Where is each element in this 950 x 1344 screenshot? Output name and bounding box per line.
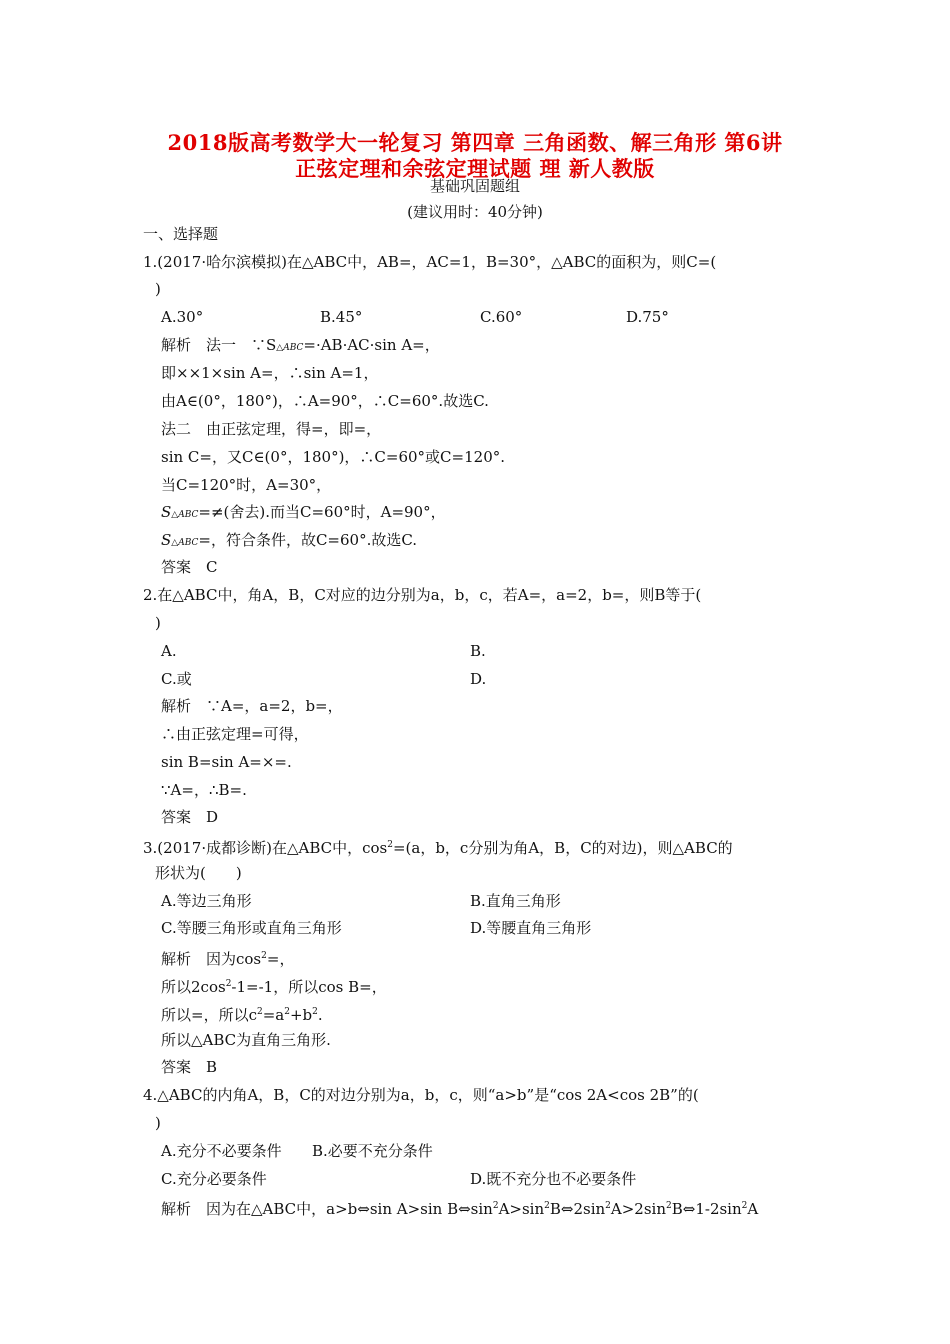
- q1-answer: 答案 C: [161, 558, 218, 576]
- q3-sol1-text-b: =，: [266, 950, 295, 968]
- q3-sol3-text-b: =a: [262, 1006, 285, 1024]
- q4-sol1-sup-1: 2: [492, 1201, 499, 1211]
- document-title-line-1: 2018版高考数学大一轮复习 第四章 三角函数、解三角形 第6讲: [167, 130, 783, 155]
- q1-solution-line-3: 由A∈(0°，180°)，∴A=90°，∴C=60°.故选C.: [161, 392, 489, 410]
- q3-sol2-sup: 2: [225, 979, 232, 989]
- q1-option-d: D.75°: [626, 308, 669, 326]
- q1-option-b: B.45°: [320, 308, 363, 326]
- q2-option-a: A.: [161, 642, 177, 660]
- q1-option-c: C.60°: [480, 308, 523, 326]
- q4-sol1-text-d: A>2sin: [610, 1200, 666, 1218]
- q3-answer: 答案 B: [161, 1058, 218, 1076]
- q3-solution-line-4: 所以△ABC为直角三角形.: [161, 1031, 331, 1049]
- q2-stem-paren: ): [155, 614, 161, 632]
- q1-sol8-s: S: [161, 531, 172, 549]
- q4-solution-line-1: [161, 1196, 758, 1219]
- q2-answer: 答案 D: [161, 808, 219, 826]
- q2-solution-line-3: sin B=sin A=×=.: [161, 753, 292, 771]
- suggested-time: (建议用时：40分钟): [407, 203, 543, 221]
- q3-option-a: A.等边三角形: [161, 892, 252, 910]
- q3-option-b: B.直角三角形: [470, 892, 561, 910]
- q1-option-a: A.30°: [161, 308, 204, 326]
- q3-stem-text-a: 3.(2017·成都诊断)在△ABC中，cos: [143, 839, 388, 857]
- q1-sol8-subscript: △ABC: [171, 538, 199, 548]
- q1-sol7-subscript: △ABC: [171, 510, 199, 520]
- q4-sol1-text-f: A: [747, 1200, 759, 1218]
- q4-sol1-sup-5: 2: [741, 1201, 748, 1211]
- q2-option-b: B.: [470, 642, 486, 660]
- q3-sol3-text-a: 所以=，所以c: [161, 1006, 257, 1024]
- q3-sol3-sup-3: 2: [312, 1007, 318, 1017]
- q4-stem: 4.△ABC的内角A，B，C的对边分别为a，b，c，则“a>b”是“cos 2A<cos 2B”的(: [143, 1086, 699, 1104]
- q4-option-a: A.充分不必要条件: [161, 1142, 282, 1160]
- q3-option-c: C.等腰三角形或直角三角形: [161, 919, 342, 937]
- q3-sol3-sup-1: 2: [256, 1007, 263, 1017]
- q4-stem-paren: ): [155, 1114, 161, 1132]
- q4-sol1-text-e: B⇔1-2sin: [671, 1200, 742, 1218]
- q1-solution-line-4: 法二 由正弦定理，得=，即=，: [161, 420, 382, 438]
- q1-sol1-text-b: =·AB·AC·sin A=，: [303, 336, 440, 354]
- q1-solution-line-2: 即××1×sin A=，∴sin A=1，: [161, 364, 379, 382]
- q2-option-c: C.或: [161, 670, 192, 688]
- q3-stem-text-b: =(a，b，c分别为角A，B，C的对边)，则△ABC的: [392, 839, 733, 857]
- q2-option-d: D.: [470, 670, 487, 688]
- q2-solution-line-2: ∴由正弦定理=可得，: [161, 725, 309, 743]
- q3-stem-line-2: 形状为( ): [155, 864, 242, 882]
- q3-sol2-text-b: -1=-1，所以cos B=，: [231, 978, 387, 996]
- q3-sol3-text-d: .: [317, 1006, 323, 1024]
- q1-solution-line-7: [161, 502, 446, 525]
- q3-solution-line-2: [161, 974, 387, 997]
- q4-option-c: C.充分必要条件: [161, 1170, 267, 1188]
- q1-solution-line-5: sin C=，又C∈(0°，180°)，∴C=60°或C=120°.: [161, 448, 506, 466]
- q4-option-d: D.既不充分也不必要条件: [470, 1170, 637, 1188]
- group-heading: 基础巩固题组: [429, 177, 520, 195]
- q1-sol1-text-a: 解析 法一 ∵S: [161, 336, 277, 354]
- q3-sol3-sup-2: 2: [284, 1007, 290, 1017]
- q4-sol1-text-b: A>sin: [498, 1200, 545, 1218]
- q2-stem: 2.在△ABC中，角A，B，C对应的边分别为a，b，c，若A=，a=2，b=，则B等于(: [143, 586, 702, 604]
- q4-sol1-sup-2: 2: [544, 1201, 550, 1211]
- q3-sol2-text-a: 所以2cos: [161, 978, 226, 996]
- q1-sol1-subscript: △ABC: [276, 343, 304, 353]
- q3-sol3-text-c: +b: [289, 1006, 313, 1024]
- q2-solution-line-4: ∵A=，∴B=.: [161, 781, 247, 799]
- section-heading: 一、选择题: [143, 225, 219, 243]
- q1-solution-line-1: [161, 335, 440, 358]
- q1-solution-line-8: [161, 530, 417, 553]
- q3-solution-line-1: [161, 946, 294, 969]
- q4-sol1-text-a: 解析 因为在△ABC中，a>b⇔sin A>sin B⇔sin: [161, 1200, 493, 1218]
- q4-sol1-sup-3: 2: [605, 1201, 611, 1211]
- q1-stem-paren: ): [155, 280, 161, 298]
- q1-sol7-text: =≠(舍去).而当C=60°时，A=90°，: [198, 503, 446, 521]
- q3-stem: [143, 835, 733, 858]
- document-title-line-2: 正弦定理和余弦定理试题 理 新人教版: [295, 156, 655, 181]
- q1-solution-line-6: 当C=120°时，A=30°，: [161, 476, 332, 494]
- q1-sol8-text: =，符合条件，故C=60°.故选C.: [198, 531, 418, 549]
- q4-sol1-sup-4: 2: [666, 1201, 672, 1211]
- q4-sol1-text-c: B⇔2sin: [549, 1200, 606, 1218]
- q1-sol7-s: S: [161, 503, 172, 521]
- q3-sol1-sup: 2: [261, 951, 267, 961]
- q3-option-d: D.等腰直角三角形: [470, 919, 592, 937]
- q3-stem-sup: 2: [387, 840, 393, 850]
- q2-solution-line-1: 解析 ∵A=，a=2，b=，: [161, 697, 343, 715]
- q1-stem: 1.(2017·哈尔滨模拟)在△ABC中，AB=，AC=1，B=30°，△ABC的面积为，则C=(: [143, 253, 717, 271]
- q3-solution-line-3: [161, 1002, 323, 1025]
- q3-sol1-text-a: 解析 因为cos: [161, 950, 262, 968]
- q4-option-b: B.必要不充分条件: [312, 1142, 433, 1160]
